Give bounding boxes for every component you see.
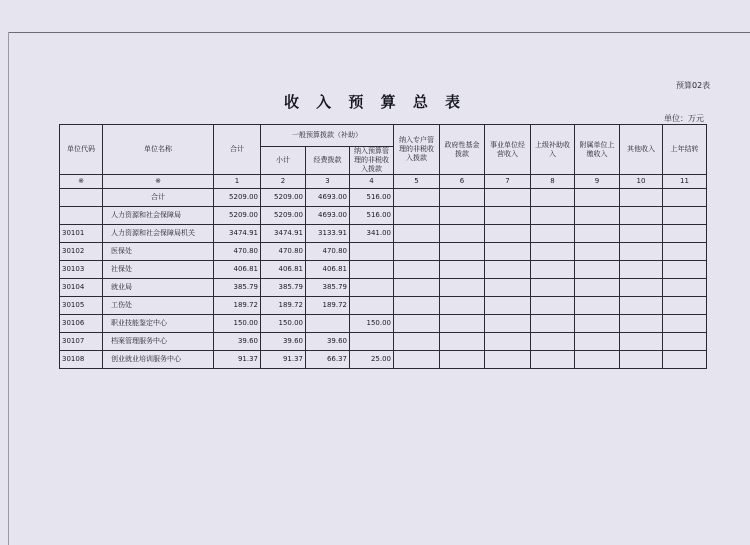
cell-unit-code: 30103 — [60, 261, 103, 279]
cell-nontax-fund — [350, 333, 394, 351]
header-superior-subsidy: 上级补助收入 — [531, 125, 575, 175]
cell-operating: 406.81 — [306, 261, 350, 279]
cell-empty — [575, 261, 620, 279]
table-row — [60, 315, 707, 333]
index-cell: 5 — [394, 175, 440, 189]
index-cell: 2 — [261, 175, 306, 189]
form-number: 预算02表 — [676, 81, 711, 90]
cell-empty — [663, 207, 707, 225]
cell-unit-code: 30107 — [60, 333, 103, 351]
header-unit-name: 单位名称 — [103, 125, 214, 175]
cell-empty — [620, 207, 663, 225]
cell-empty — [531, 225, 575, 243]
cell-nontax-fund: 516.00 — [350, 207, 394, 225]
cell-unit-name: 档案管理服务中心 — [103, 333, 214, 351]
cell-nontax-fund — [350, 243, 394, 261]
cell-unit-name: 就业局 — [103, 279, 214, 297]
cell-total: 3474.91 — [214, 225, 261, 243]
cell-empty — [440, 243, 485, 261]
cell-empty — [485, 207, 531, 225]
cell-empty — [620, 297, 663, 315]
cell-operating: 66.37 — [306, 351, 350, 369]
cell-empty — [485, 261, 531, 279]
cell-nontax-fund: 25.00 — [350, 351, 394, 369]
cell-subtotal: 39.60 — [261, 333, 306, 351]
cell-subtotal: 5209.00 — [261, 189, 306, 207]
cell-subtotal: 3474.91 — [261, 225, 306, 243]
cell-empty — [485, 279, 531, 297]
cell-unit-code: 30104 — [60, 279, 103, 297]
index-row — [60, 175, 707, 189]
cell-special-account — [394, 297, 440, 315]
cell-empty — [663, 297, 707, 315]
cell-empty — [575, 225, 620, 243]
cell-empty — [440, 225, 485, 243]
cell-special-account — [394, 225, 440, 243]
header-gov-fund: 政府性基金拨款 — [440, 125, 485, 175]
index-cell: 1 — [214, 175, 261, 189]
cell-special-account — [394, 261, 440, 279]
table-row — [60, 351, 707, 369]
cell-empty — [440, 279, 485, 297]
cell-empty — [440, 297, 485, 315]
cell-total: 91.37 — [214, 351, 261, 369]
table-row — [60, 207, 707, 225]
scan-edge-top — [8, 32, 750, 33]
cell-empty — [440, 207, 485, 225]
cell-subtotal: 470.80 — [261, 243, 306, 261]
index-cell: 10 — [620, 175, 663, 189]
cell-empty — [485, 297, 531, 315]
cell-total: 5209.00 — [214, 189, 261, 207]
cell-empty — [620, 225, 663, 243]
cell-empty — [531, 261, 575, 279]
cell-subtotal: 385.79 — [261, 279, 306, 297]
cell-unit-code — [60, 189, 103, 207]
cell-operating: 3133.91 — [306, 225, 350, 243]
cell-empty — [663, 315, 707, 333]
cell-empty — [620, 243, 663, 261]
header-general-budget: 一般预算拨款（补助） — [261, 125, 394, 147]
cell-empty — [575, 189, 620, 207]
cell-total: 5209.00 — [214, 207, 261, 225]
cell-nontax-fund: 150.00 — [350, 315, 394, 333]
cell-unit-code: 30102 — [60, 243, 103, 261]
header-unit-code: 单位代码 — [60, 125, 103, 175]
header-carryover: 上年结转 — [663, 125, 707, 175]
cell-empty — [620, 189, 663, 207]
cell-unit-code: 30101 — [60, 225, 103, 243]
table-row — [60, 297, 707, 315]
index-cell: 7 — [485, 175, 531, 189]
cell-empty — [575, 207, 620, 225]
table-row — [60, 333, 707, 351]
cell-empty — [485, 189, 531, 207]
cell-empty — [440, 261, 485, 279]
cell-unit-name: 工伤处 — [103, 297, 214, 315]
cell-empty — [531, 279, 575, 297]
cell-empty — [663, 351, 707, 369]
cell-special-account — [394, 351, 440, 369]
cell-subtotal: 150.00 — [261, 315, 306, 333]
cell-nontax-fund — [350, 297, 394, 315]
index-cell: 11 — [663, 175, 707, 189]
header-subtotal: 小计 — [261, 147, 306, 175]
cell-unit-code: 30105 — [60, 297, 103, 315]
cell-subtotal: 189.72 — [261, 297, 306, 315]
cell-unit-name: 医保处 — [103, 243, 214, 261]
header-affiliated-income: 附属单位上缴收入 — [575, 125, 620, 175]
income-budget-table — [59, 124, 707, 369]
index-cell: 4 — [350, 175, 394, 189]
index-cell: 8 — [531, 175, 575, 189]
header-nontax-fund: 纳入预算管理的非税收入拨款 — [350, 147, 394, 175]
cell-unit-code: 30108 — [60, 351, 103, 369]
index-cell: 3 — [306, 175, 350, 189]
cell-special-account — [394, 315, 440, 333]
cell-empty — [620, 261, 663, 279]
cell-operating: 39.60 — [306, 333, 350, 351]
index-cell: 9 — [575, 175, 620, 189]
cell-operating: 189.72 — [306, 297, 350, 315]
page-title: 收 入 预 算 总 表 — [283, 93, 467, 111]
cell-empty — [485, 225, 531, 243]
table-row — [60, 279, 707, 297]
cell-subtotal: 406.81 — [261, 261, 306, 279]
cell-empty — [620, 333, 663, 351]
cell-empty — [663, 261, 707, 279]
cell-unit-code — [60, 207, 103, 225]
cell-unit-name: 社保处 — [103, 261, 214, 279]
cell-total: 150.00 — [214, 315, 261, 333]
cell-nontax-fund — [350, 279, 394, 297]
cell-unit-name: 职业技能鉴定中心 — [103, 315, 214, 333]
cell-empty — [485, 315, 531, 333]
cell-subtotal: 91.37 — [261, 351, 306, 369]
index-cell: ※ — [103, 175, 214, 189]
cell-empty — [440, 333, 485, 351]
cell-empty — [620, 315, 663, 333]
cell-empty — [440, 315, 485, 333]
cell-special-account — [394, 243, 440, 261]
cell-operating — [306, 315, 350, 333]
cell-empty — [485, 243, 531, 261]
header-operating: 经费拨款 — [306, 147, 350, 175]
cell-empty — [575, 315, 620, 333]
cell-empty — [575, 297, 620, 315]
cell-empty — [663, 189, 707, 207]
cell-special-account — [394, 279, 440, 297]
cell-special-account — [394, 189, 440, 207]
cell-unit-name: 人力资源和社会保障局 — [103, 207, 214, 225]
table-row — [60, 243, 707, 261]
cell-unit-name: 人力资源和社会保障局机关 — [103, 225, 214, 243]
cell-special-account — [394, 333, 440, 351]
cell-total: 406.81 — [214, 261, 261, 279]
cell-empty — [440, 189, 485, 207]
cell-empty — [440, 351, 485, 369]
cell-operating: 470.80 — [306, 243, 350, 261]
cell-empty — [531, 243, 575, 261]
cell-operating: 4693.00 — [306, 189, 350, 207]
cell-operating: 4693.00 — [306, 207, 350, 225]
cell-empty — [531, 189, 575, 207]
header-other-income: 其他收入 — [620, 125, 663, 175]
cell-empty — [663, 225, 707, 243]
cell-unit-name: 创业就业培训服务中心 — [103, 351, 214, 369]
cell-empty — [620, 351, 663, 369]
table-row — [60, 189, 707, 207]
cell-empty — [531, 207, 575, 225]
cell-nontax-fund: 516.00 — [350, 189, 394, 207]
index-cell: 6 — [440, 175, 485, 189]
cell-empty — [485, 333, 531, 351]
cell-operating: 385.79 — [306, 279, 350, 297]
cell-special-account — [394, 207, 440, 225]
cell-empty — [575, 243, 620, 261]
cell-empty — [485, 351, 531, 369]
cell-empty — [575, 351, 620, 369]
cell-total: 189.72 — [214, 297, 261, 315]
table-row — [60, 225, 707, 243]
header-special-account: 纳入专户管理的非税收入拨款 — [394, 125, 440, 175]
cell-unit-name: 合计 — [103, 189, 214, 207]
index-cell: ※ — [60, 175, 103, 189]
table-row — [60, 261, 707, 279]
cell-empty — [531, 315, 575, 333]
cell-empty — [663, 243, 707, 261]
cell-nontax-fund — [350, 261, 394, 279]
cell-empty — [531, 297, 575, 315]
header-total: 合计 — [214, 125, 261, 175]
cell-total: 470.80 — [214, 243, 261, 261]
cell-unit-code: 30106 — [60, 315, 103, 333]
unit-label: 单位：万元 — [664, 114, 704, 123]
cell-empty — [663, 333, 707, 351]
cell-empty — [575, 333, 620, 351]
cell-empty — [575, 279, 620, 297]
cell-nontax-fund: 341.00 — [350, 225, 394, 243]
cell-total: 385.79 — [214, 279, 261, 297]
cell-total: 39.60 — [214, 333, 261, 351]
cell-empty — [663, 279, 707, 297]
cell-empty — [620, 279, 663, 297]
cell-empty — [531, 351, 575, 369]
cell-empty — [531, 333, 575, 351]
cell-subtotal: 5209.00 — [261, 207, 306, 225]
header-business-income: 事业单位经营收入 — [485, 125, 531, 175]
